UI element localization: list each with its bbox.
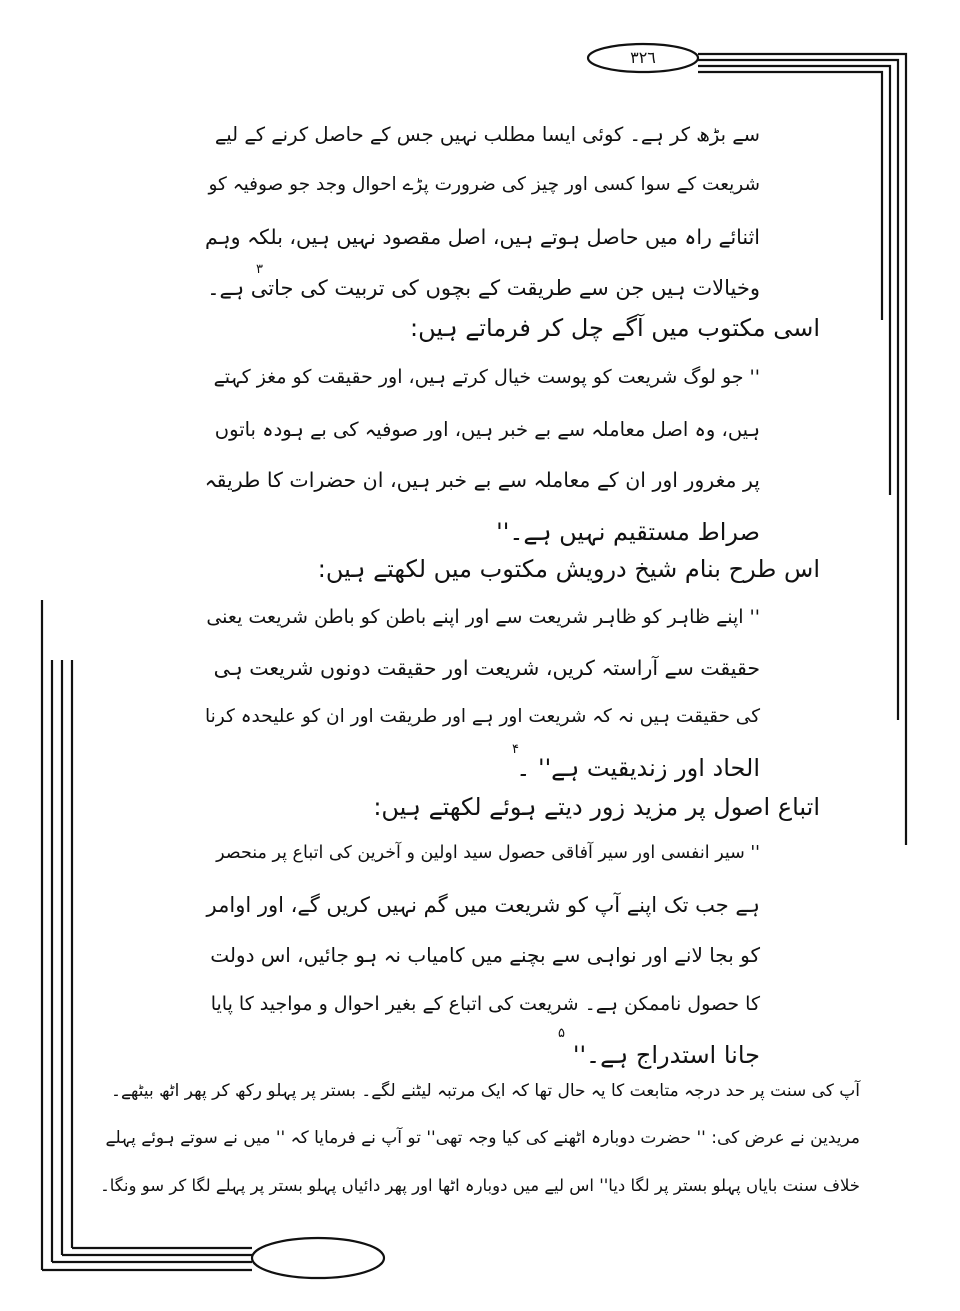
footnote-marker: ۳ [256,262,263,277]
paragraph-line: شریعت کے سوا کسی اور چیز کی ضرورت پڑے احوال وجد جو صوفیہ کو [208,174,760,195]
quote-line: صراط مستقیم نہیں ہے۔'' [496,518,760,546]
quote-line: حقیقت سے آراستہ کریں، شریعت اور حقیقت دونوں شریعت ہی [213,656,760,680]
footnote-marker: ۵ [558,1026,565,1041]
quote-line: ہیں، وہ اصل معاملہ سے بے خبر ہیں، اور صوفیہ کی بے ہودہ باتوں [214,418,760,441]
footer-paragraph-line: خلاف سنت بایاں پہلو بستر پر لگا دیا'' اس لیے میں دوبارہ اٹھا اور پھر دائیاں پہلو بستر پر پہلے لگا کر سو ونگا۔ [100,1176,860,1195]
quote-line: الحاد اور زندیقیت ہے'' ۔ [516,754,760,782]
paragraph-line: اس طرح بنام شیخ درویش مکتوب میں لکھتے ہیں: [317,555,820,583]
quote-line: ہے جب تک اپنے آپ کو شریعت میں گم نہیں کریں گے، اور اوامر [206,893,760,917]
quote-line: '' سیر انفسی اور سیر آفاقی حصول سید اولین و آخرین کی اتباع پر منحصر [216,843,760,863]
footnote-marker: ۴ [512,742,519,757]
quote-line: کی حقیقت ہیں نہ کہ شریعت اور ہے اور طریقت اور ان کو علیحدہ کرنا [205,706,760,727]
paragraph-line: اسی مکتوب میں آگے چل کر فرماتے ہیں: [409,314,820,342]
quote-line: جانا استدراج ہے۔'' [572,1041,760,1069]
paragraph-line: اتباع اصول پر مزید زور دیتے ہوئے لکھتے ہیں: [373,793,820,821]
quote-line: کا حصول ناممکن ہے۔ شریعت کی اتباع کے بغیر احوال و مواجید کا پایا [210,993,760,1015]
quote-line: '' جو لوگ شریعت کو پوست خیال کرتے ہیں، اور حقیقت کو مغز کہتے [213,366,760,388]
footer-paragraph-line: آپ کی سنت پر حد درجہ متابعت کا یہ حال تھا کہ ایک مرتبہ لیٹنے لگے۔ بستر پر پہلو رکھ کر پھر اٹھ بیٹھے۔ [110,1081,860,1101]
quote-line: پر مغرور اور ان کے معاملہ سے بے خبر ہیں، ان حضرات کا طریقہ [204,468,760,492]
quote-line: کو بجا لانے اور نواہی سے بچنے میں کامیاب نہ ہو جائیں، اس دولت [210,943,760,967]
page-number: ٣٢٦ [630,48,656,67]
paragraph-line: وخیالات ہیں جن سے طریقت کے بچوں کی تربیت کی جاتی ہے۔ [207,276,760,300]
footer-paragraph-line: مریدین نے عرض کی: '' حضرت دوبارہ اٹھنے کی کیا وجہ تھی'' تو آپ نے فرمایا کہ '' میں نے سوتے ہوئے پہلے [105,1128,860,1148]
paragraph-line: اثنائے راہ میں حاصل ہوتے ہیں، اصل مقصود نہیں ہیں، بلکہ وہم [205,225,760,249]
bottom-oval [252,1238,384,1278]
quote-line: '' اپنے ظاہر کو ظاہر شریعت سے اور اپنے باطن کو باطن شریعت یعنی [206,606,760,628]
paragraph-line: سے بڑھ کر ہے۔ کوئی ایسا مطلب نہیں جس کے حاصل کرنے کے لیے [214,123,760,146]
